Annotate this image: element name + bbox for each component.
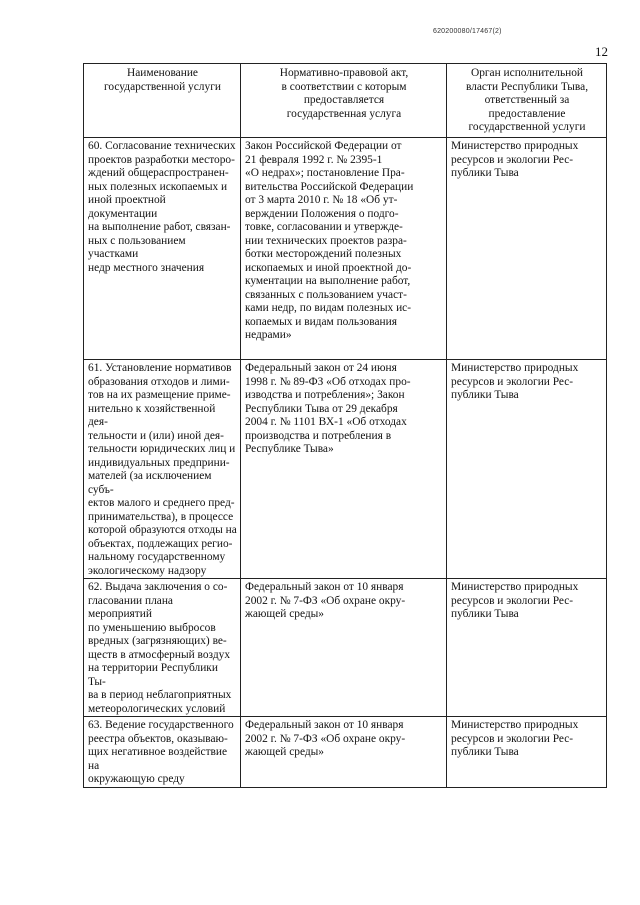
- table-row: [84, 579, 607, 717]
- authority-cell: Министерство природных ресурсов и экологии Рес- публики Тыва: [447, 579, 607, 717]
- column-header-act: Нормативно-правовой акт, в соответствии с которым предоставляется государственная услуга: [241, 64, 447, 138]
- table-row: [84, 717, 607, 788]
- authority-cell: Министерство природных ресурсов и экологии Рес- публики Тыва: [447, 360, 607, 579]
- table-row: [84, 138, 607, 360]
- column-header-service: Наименование государственной услуги: [84, 64, 241, 138]
- authority-cell: Министерство природных ресурсов и экологии Рес- публики Тыва: [447, 717, 607, 788]
- service-cell: 60. Согласование технических проектов разработки месторо- ждений общераспространен- ных полезных ископаемых и иной проектной документации на выполнение работ, связан- ных с пользованием участками недр местного значения: [84, 138, 241, 360]
- page-number: 12: [595, 44, 608, 59]
- table-header-row: [84, 64, 607, 138]
- table-row: [84, 360, 607, 579]
- document-code: 620200080/17467(2): [433, 28, 502, 35]
- services-table: [83, 63, 607, 788]
- service-cell: 62. Выдача заключения о со- гласовании плана мероприятий по уменьшению выбросов вредных (загрязняющих) ве- ществ в атмосферный воздух на территории Республики Ты- ва в период неблагоприятных метеорологических условий: [84, 579, 241, 717]
- authority-cell: Министерство природных ресурсов и экологии Рес- публики Тыва: [447, 138, 607, 360]
- act-cell: Закон Российской Федерации от 21 февраля 1992 г. № 2395-1 «О недрах»; постановление Пра- вительства Российской Федерации от 3 марта 2010 г. № 18 «Об ут- верждении Положения о подго- товке, согласовании и утвержде- нии технических проектов разра- ботки месторождений полезных ископаемых и иной проектной до- кументации на выполнение работ, связанных с пользованием участ- ками недр, по видам полезных ис- копаемых и видам пользования недрами»: [241, 138, 447, 360]
- service-cell: 63. Ведение государственного реестра объектов, оказываю- щих негативное воздействие на окружающую среду: [84, 717, 241, 788]
- act-cell: Федеральный закон от 10 января 2002 г. № 7-ФЗ «Об охране окру- жающей среды»: [241, 579, 447, 717]
- service-cell: 61. Установление нормативов образования отходов и лими- тов на их размещение приме- нительно к хозяйственной дея- тельности и (или) иной дея- тельности юридических лиц и индивидуальных предприни- мателей (за исключением субъ- ектов малого и среднего пред- принимательства), в процессе которой образуются отходы на объектах, подлежащих регио- нальному государственному экологическому надзору: [84, 360, 241, 579]
- column-header-authority: Орган исполнительной власти Республики Тыва, ответственный за предоставление государственной услуги: [447, 64, 607, 138]
- act-cell: Федеральный закон от 24 июня 1998 г. № 89-ФЗ «Об отходах про- изводства и потребления»; Закон Республики Тыва от 29 декабря 2004 г. № 1101 ВХ-1 «Об отходах производства и потребления в Республике Тыва»: [241, 360, 447, 579]
- act-cell: Федеральный закон от 10 января 2002 г. № 7-ФЗ «Об охране окру- жающей среды»: [241, 717, 447, 788]
